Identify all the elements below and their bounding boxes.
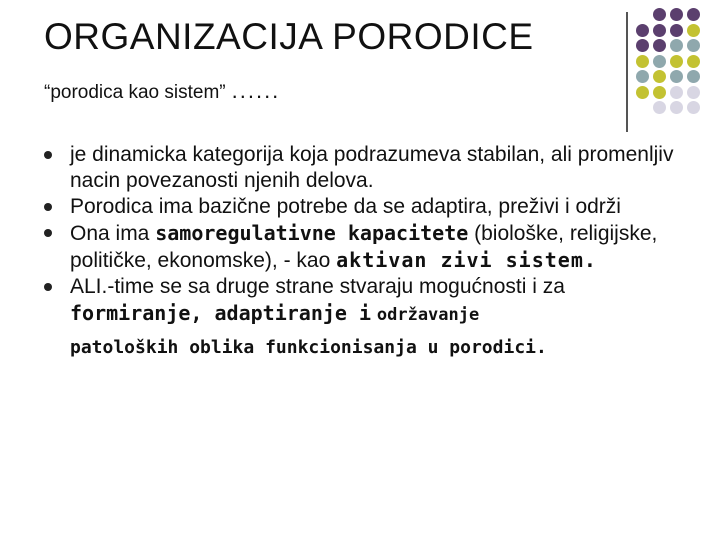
bullet-item-1 <box>44 142 684 194</box>
bullet-item-4 <box>44 274 684 361</box>
bullet-text-pre: Ona ima <box>70 222 156 245</box>
decorative-dot <box>670 39 683 52</box>
decorative-dot <box>687 55 700 68</box>
decorative-dot <box>653 55 666 68</box>
bullet-text: Porodica ima bazične potrebe da se adaptira, preživi i održi <box>70 195 621 218</box>
decorative-dot <box>670 70 683 83</box>
decorative-dot <box>670 24 683 37</box>
bullet-list <box>44 142 684 361</box>
bullet-emphasis: formiranje, adaptiranje i <box>70 301 372 325</box>
decorative-dot <box>687 8 700 21</box>
slide-subtitle <box>44 78 280 104</box>
decorative-dot <box>636 55 649 68</box>
decorative-dot <box>670 55 683 68</box>
decorative-dot <box>636 70 649 83</box>
decorative-dot-grid <box>636 8 716 118</box>
bullet-item-2 <box>44 194 684 220</box>
decorative-dot <box>636 24 649 37</box>
decorative-dot <box>687 70 700 83</box>
subtitle-dots: ...... <box>231 78 281 103</box>
decorative-divider <box>626 12 628 132</box>
bullet-emphasis-2: patoloških oblika funkcionisanja u porodici. <box>70 337 547 358</box>
bullet-emphasis: samoregulativne kapacitete <box>155 221 469 245</box>
subtitle-text: “porodica kao sistem” <box>44 82 226 103</box>
decorative-dot <box>636 86 649 99</box>
decorative-dot <box>670 8 683 21</box>
bullet-emphasis-small: održavanje <box>376 305 480 325</box>
slide-title: ORGANIZACIJA PORODICE <box>44 16 534 57</box>
decorative-dot <box>653 86 666 99</box>
bullet-dot-icon <box>44 203 52 211</box>
bullet-item-3 <box>44 220 684 274</box>
bullet-text: je dinamicka kategorija koja podrazumeva stabilan, ali promenljiv nacin povezanosti njenih delova. <box>70 143 674 192</box>
bullet-text-mid: (biološke, religijske, političke, ekonomske), - kao <box>70 222 658 272</box>
decorative-dot <box>670 101 683 114</box>
decorative-dot <box>653 39 666 52</box>
decorative-dot <box>687 24 700 37</box>
bullet-emphasis-2: aktivan zivi sistem. <box>336 248 597 272</box>
decorative-dot <box>670 86 683 99</box>
bullet-text-pre: ALI.-time se sa druge strane stvaraju mogućnosti i za <box>70 275 565 298</box>
bullet-dot-icon <box>44 283 52 291</box>
decorative-dot <box>653 101 666 114</box>
decorative-dot <box>687 86 700 99</box>
bullet-dot-icon <box>44 229 52 237</box>
decorative-dot <box>653 24 666 37</box>
decorative-dot <box>653 8 666 21</box>
decorative-dot <box>687 39 700 52</box>
bullet-dot-icon <box>44 151 52 159</box>
decorative-dot <box>653 70 666 83</box>
decorative-dot <box>636 39 649 52</box>
decorative-dot <box>687 101 700 114</box>
